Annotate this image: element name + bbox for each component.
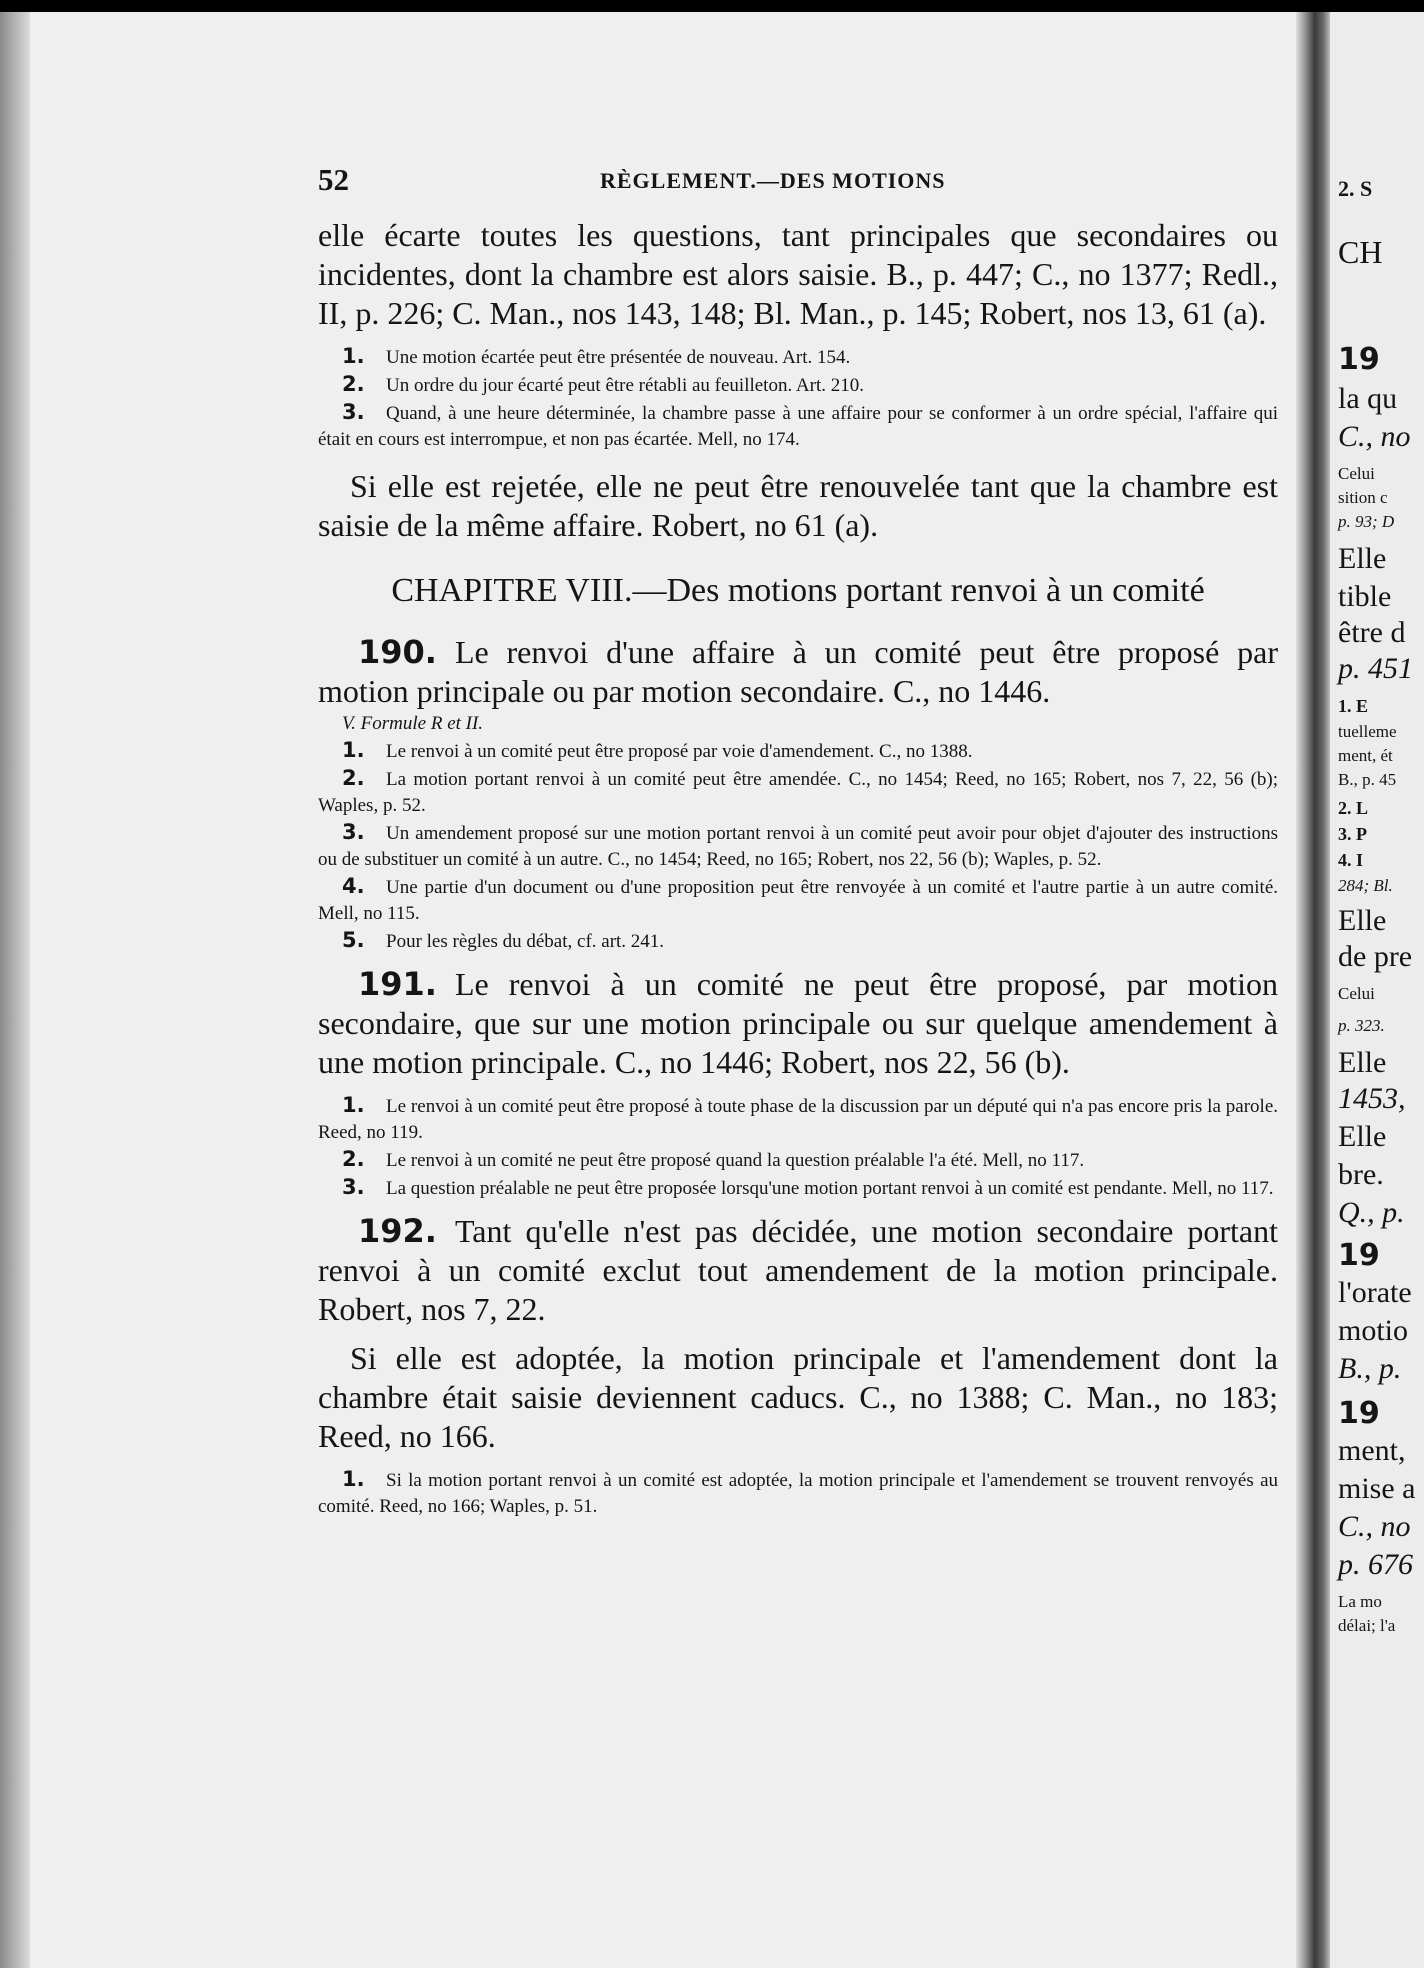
facing-page-fragment: La mo [1338,1592,1382,1611]
paragraph-continuation: elle écarte toutes les questions, tant principales que secondaires ou incidentes, dont la chambre est alors saisie. B., p. 447; C., no 1377; Redl., II, p. 226; C. Man., nos 143, 148; Bl. Man., p. 145; Robert, nos 13, 61 (a). [318,217,1278,331]
note-item: 5. Pour les règles du débat, cf. art. 241. [342,928,665,952]
note-item: 2. La motion portant renvoi à un comité peut être amendée. C., no 1454; Reed, no 165; Robert, nos 7, 22, 56 (b); Waples, p. 52. [318,766,1278,816]
note-item: 4. Une partie d'un document ou d'une proposition peut être renvoyée à un comité et l'autre partie à un autre comité. Mell, no 115. [318,874,1278,924]
facing-page-fragment: 4. I [1338,850,1364,870]
note-item: 3. La question préalable ne peut être proposée lorsqu'une motion portant renvoi à un comité est pendante. Mell, no 117. [342,1175,1274,1199]
facing-page-fragment: 3. P [1338,824,1367,844]
facing-page-fragment: Elle [1338,542,1387,575]
facing-page-fragment: Celui [1338,984,1375,1003]
facing-page-fragment: 2. L [1338,798,1369,818]
facing-page-fragment: 1453, [1338,1082,1406,1115]
facing-page-fragment: 19 [1338,1396,1380,1431]
book-page [0,12,1424,1968]
facing-page-fragment: Celui [1338,464,1375,483]
paragraph-adoptee: Si elle est adoptée, la motion principale et l'amendement dont la chambre était saisie deviennent caducs. C., no 1388; C. Man., no 183; Reed, no 166. [318,1340,1278,1454]
facing-page-fragment: ment, ét [1338,746,1393,765]
page-edge-shadow [0,12,30,1968]
page-number: 52 [318,162,349,197]
facing-page-fragment: 19 [1338,342,1380,377]
page-header [318,162,1278,204]
facing-page-fragment: p. 676 [1338,1548,1413,1581]
note-item: 3. Un amendement proposé sur une motion portant renvoi à un comité peut avoir pour objet d'ajouter des instructions ou de substituer un comité à un autre. C., no 1454; Reed, no 165; Robert, nos 22, 56 (b); Waples, p. 52. [318,820,1278,870]
facing-page-fragment: Q., p. [1338,1196,1405,1229]
facing-page-fragment: Elle [1338,1046,1387,1079]
note-item: 2. Un ordre du jour écarté peut être rétabli au feuilleton. Art. 210. [342,372,864,396]
facing-page-fragment: C., no [1338,420,1411,453]
facing-page-fragment: tuelleme [1338,722,1397,741]
facing-page-fragment: B., p. [1338,1352,1402,1385]
facing-page-fragment: délai; l'a [1338,1616,1396,1635]
facing-page-fragment: Elle [1338,1120,1387,1153]
facing-page-fragment: p. 323. [1338,1016,1385,1035]
facing-page-fragment: 1. E [1338,696,1369,716]
facing-page-fragment: la qu [1338,382,1398,415]
note-item: 3. Quand, à une heure déterminée, la chambre passe à une affaire pour se conformer à un ordre spécial, l'affaire qui était en cours est interrompue, et non pas écartée. Mell, no 174. [318,400,1278,450]
paragraph-rejetee: Si elle est rejetée, elle ne peut être renouvelée tant que la chambre est saisie de la même affaire. Robert, no 61 (a). [318,468,1278,543]
facing-page [1330,12,1424,1968]
article-number: 191. [358,965,437,1003]
facing-page-fragment: C., no [1338,1510,1411,1543]
chapter-title: CHAPITRE VIII.—Des motions portant renvoi à un comité [391,572,1205,609]
facing-page-fragment: p. 93; D [1338,512,1395,531]
text-column [318,162,1278,1520]
facing-page-fragment: 284; Bl. [1338,876,1393,895]
facing-page-fragment: B., p. 45 [1338,770,1397,789]
article-number: 192. [358,1212,437,1250]
facing-page-fragment: mise a [1338,1472,1416,1505]
facing-page-fragment: CH [1338,234,1383,270]
note-item: 1. Le renvoi à un comité peut être proposé à toute phase de la discussion par un député qui n'a pas encore pris la parole. Reed, no 119. [318,1093,1278,1143]
note-item: 1. Si la motion portant renvoi à un comité est adoptée, la motion principale et l'amendement se trouvent renvoyés au comité. Reed, no 166; Waples, p. 51. [318,1467,1278,1517]
facing-page-fragment: de pre [1338,940,1413,973]
facing-page-fragment: être d [1338,616,1406,649]
note-item: 2. Le renvoi à un comité ne peut être proposé quand la question préalable l'a été. Mell, no 117. [342,1147,1085,1171]
article-191: 191. Le renvoi à un comité ne peut être proposé, par motion secondaire, que sur une motion principale ou sur quelque amendement à une motion principale. C., no 1446; Robert, nos 22, 56 (b). [318,965,1278,1080]
facing-page-fragment: p. 451 [1338,652,1413,685]
note-item: 1. Le renvoi à un comité peut être proposé par voie d'amendement. C., no 1388. [342,738,973,762]
facing-page-fragment: motio [1338,1314,1409,1347]
facing-page-fragment: 19 [1338,1238,1380,1273]
facing-page-fragment: tible [1338,580,1392,613]
facing-page-fragment: 2. S [1338,176,1373,201]
article-190: 190. Le renvoi d'une affaire à un comité peut être proposé par motion principale ou par motion secondaire. C., no 1446. [318,633,1278,709]
facing-page-fragment: bre. [1338,1158,1384,1191]
book-gutter [1296,12,1330,1968]
note-item: 1. Une motion écartée peut être présentée de nouveau. Art. 154. [342,344,851,368]
facing-page-fragment: ment, [1338,1434,1406,1467]
formula-reference: V. Formule R et II. [342,713,484,734]
article-number: 190. [358,633,437,671]
running-head: RÈGLEMENT.—DES MOTIONS [600,168,946,193]
facing-page-fragment: sition c [1338,488,1388,507]
facing-page-fragment: Elle [1338,904,1387,937]
facing-page-fragment: l'orate [1338,1276,1412,1309]
chapter-heading [318,571,1278,611]
article-192: 192. Tant qu'elle n'est pas décidée, une motion secondaire portant renvoi à un comité exclut tout amendement de la motion principale. Robert, nos 7, 22. [318,1212,1278,1327]
